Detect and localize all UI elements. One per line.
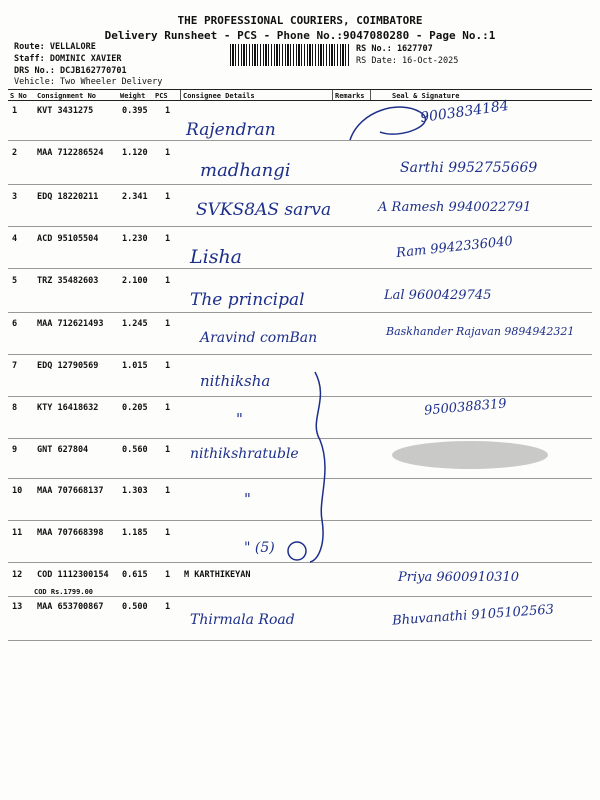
row-sno: 13	[12, 602, 23, 612]
row-sno: 2	[12, 148, 18, 158]
row-pcs: 1	[165, 486, 171, 496]
row-consignment: KTY 16418632	[37, 403, 99, 413]
row-weight: 0.205	[122, 403, 148, 413]
row-consignment: MAA 712286524	[37, 148, 104, 158]
row-weight: 0.395	[122, 106, 148, 116]
row-consignee: M KARTHIKEYAN	[184, 570, 251, 580]
row-consignee-handwritten: "	[244, 490, 251, 508]
row-sno: 5	[12, 276, 18, 286]
row-signature: 9500388319	[423, 396, 508, 419]
col-consignee: Consignee Details	[183, 92, 255, 100]
row-consignment: KVT 3431275	[37, 106, 94, 116]
row-pcs: 1	[165, 361, 171, 371]
row-sno: 3	[12, 192, 18, 202]
row-consignee-handwritten: SVKS8AS sarva	[196, 200, 332, 220]
row-consignee-handwritten: Thirmala Road	[190, 612, 295, 628]
row-sno: 6	[12, 319, 18, 329]
row-sno: 8	[12, 403, 18, 413]
row-pcs: 1	[165, 319, 171, 329]
row-weight: 2.341	[122, 192, 148, 202]
row-weight: 0.615	[122, 570, 148, 580]
rs-number: RS No.: 1627707	[356, 44, 433, 54]
route-label: Route: VELLALORE	[14, 42, 96, 52]
staff-label: Staff: DOMINIC XAVIER	[14, 54, 122, 64]
ditto-bracket-line	[310, 372, 325, 562]
row-consignment: EDQ 18220211	[37, 192, 99, 202]
rs-date: RS Date: 16-Oct-2025	[356, 56, 459, 66]
col-consignment: Consignment No	[37, 92, 97, 100]
row-consignee-handwritten: nithikshratuble	[190, 446, 299, 462]
row-consignee-handwritten: Rajendran	[186, 120, 276, 140]
row-weight: 1.185	[122, 528, 148, 538]
row-pcs: 1	[165, 106, 171, 116]
row-signature: Baskhander Rajavan 9894942321	[386, 325, 575, 338]
row-consignee-handwritten: " (5)	[244, 540, 275, 556]
row-weight: 0.560	[122, 445, 148, 455]
row-sno: 9	[12, 445, 18, 455]
row-consignee-handwritten: nithiksha	[200, 372, 271, 390]
row-consignment: MAA 653700867	[37, 602, 104, 612]
row-signature: Lal 9600429745	[384, 288, 492, 303]
row-pcs: 1	[165, 602, 171, 612]
row-weight: 1.230	[122, 234, 148, 244]
col-signature: Seal & Signature	[392, 92, 460, 100]
row-pcs: 1	[165, 276, 171, 286]
row-consignee-handwritten: madhangi	[200, 160, 291, 181]
runsheet-title: THE PROFESSIONAL COURIERS, COIMBATORE	[177, 14, 423, 27]
row-signature: A Ramesh 9940022791	[378, 200, 532, 215]
col-sno: S No	[10, 92, 27, 100]
stamp-smudge	[392, 441, 548, 469]
row-signature: Priya 9600910310	[398, 570, 520, 585]
row-sno: 4	[12, 234, 18, 244]
row-sno: 7	[12, 361, 18, 371]
col-remarks: Remarks	[335, 92, 365, 100]
row-weight: 1.245	[122, 319, 148, 329]
row-pcs: 1	[165, 234, 171, 244]
signature-loop	[350, 107, 425, 140]
row-consignment: ACD 95105504	[37, 234, 99, 244]
row-weight: 2.100	[122, 276, 148, 286]
vehicle-label: Vehicle: Two Wheeler Delivery	[14, 77, 163, 87]
row-sno: 10	[12, 486, 23, 496]
row-consignment: MAA 707668137	[37, 486, 104, 496]
row-pcs: 1	[165, 528, 171, 538]
row-signature: 9003834184	[419, 97, 510, 127]
row-weight: 0.500	[122, 602, 148, 612]
row-signature: Bhuvanathi 9105102563	[391, 602, 555, 629]
row-pcs: 1	[165, 570, 171, 580]
row-consignee-handwritten: "	[236, 410, 243, 428]
row-weight: 1.015	[122, 361, 148, 371]
drs-number: DRS No.: DCJB162770701	[14, 66, 127, 76]
row-consignment: EDQ 12790569	[37, 361, 99, 371]
cod-amount: COD Rs.1799.00	[34, 588, 94, 596]
row-consignment: MAA 707668398	[37, 528, 104, 538]
row-pcs: 1	[165, 148, 171, 158]
row-sno: 12	[12, 570, 23, 580]
row-consignee-handwritten: Aravind comBan	[200, 330, 318, 346]
row-sno: 11	[12, 528, 23, 538]
row-consignment: TRZ 35482603	[37, 276, 99, 286]
circled-count	[288, 542, 306, 560]
col-pcs: PCS	[155, 92, 168, 100]
row-signature: Ram 9942336040	[395, 233, 514, 262]
row-consignee-handwritten: The principal	[190, 290, 305, 310]
col-weight: Weight	[120, 92, 146, 100]
row-consignment: GNT 627804	[37, 445, 89, 455]
row-consignment: MAA 712621493	[37, 319, 104, 329]
row-weight: 1.120	[122, 148, 148, 158]
row-sno: 1	[12, 106, 18, 116]
row-consignment: COD 1112300154	[37, 570, 109, 580]
runsheet-subtitle: Delivery Runsheet - PCS - Phone No.:9047080280 - Page No.:1	[104, 29, 496, 42]
row-consignee-handwritten: Lisha	[190, 246, 243, 268]
row-pcs: 1	[165, 192, 171, 202]
row-signature: Sarthi 9952755669	[400, 160, 538, 176]
row-pcs: 1	[165, 445, 171, 455]
row-weight: 1.303	[122, 486, 148, 496]
row-pcs: 1	[165, 403, 171, 413]
